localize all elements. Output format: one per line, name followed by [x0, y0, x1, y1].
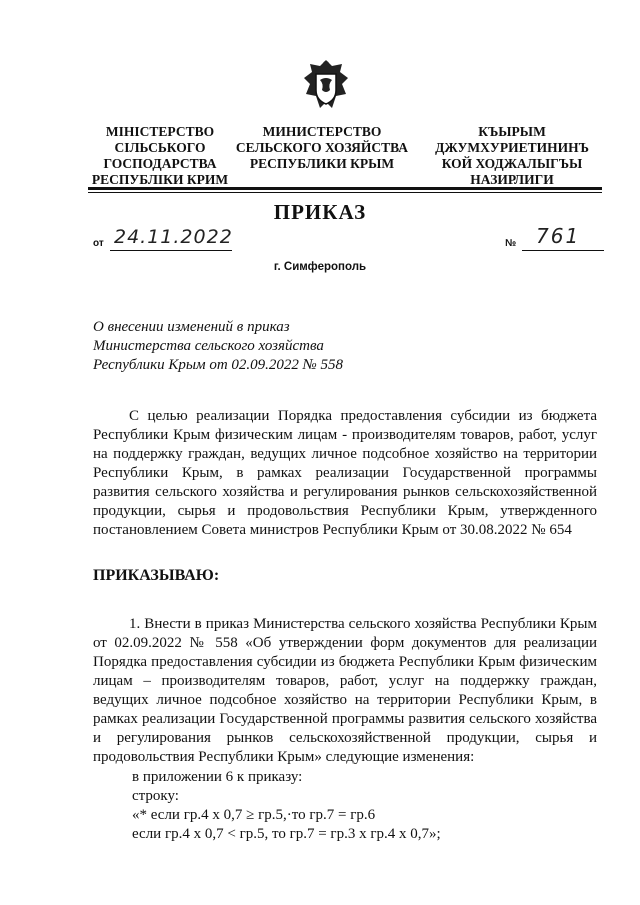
order-subject: О внесении изменений в приказ Министерства сельского хозяйства Республики Крым от 02.09.2022 № 558 — [93, 319, 344, 373]
ministry-name-ukrainian: МІНІСТЕРСТВО СІЛЬСЬКОГО ГОСПОДАРСТВА РЕСПУБЛІКИ КРИМ — [91, 124, 229, 187]
order-item-1: 1. Внести в приказ Министерства сельского хозяйства Республики Крым от 02.09.2022 № 558 «Об утверждении форм документов для реализации Порядка предоставления субсидии из бюджета Республики Крым физическим лицам – производителям товаров, работ, услуг на поддержку граждан, ведущих личное подсобное хозяйство на территории Республики Крым, в рамках реализации Государственной программы развития сельского хозяйства и регулирования рынков сельскохозяйственной продукции, сырья и продовольствия Республики Крым» следующие изменения: — [93, 616, 597, 765]
city-name: г. Симферополь — [273, 261, 367, 273]
formula-line-1: «* если гр.4 х 0,7 ≥ гр.5,·то гр.7 = гр.6 — [132, 807, 376, 823]
appendix-line: в приложении 6 к приказу: — [132, 769, 303, 785]
formula-line-2: если гр.4 х 0,7 < гр.5, то гр.7 = гр.3 х гр.4 х 0,7»; — [132, 826, 441, 842]
header-divider-thick — [88, 187, 602, 190]
number-underline — [522, 250, 604, 251]
handwritten-number: 761 — [536, 224, 581, 248]
order-heading: ПРИКАЗЫВАЮ: — [93, 567, 220, 584]
date-prefix: от — [93, 238, 104, 249]
row-line: строку: — [132, 788, 179, 804]
handwritten-date: 24.11.2022 — [114, 226, 233, 248]
document-title: ПРИКАЗ — [273, 200, 367, 224]
header-divider-thin — [88, 192, 602, 193]
preamble-paragraph: С целью реализации Порядка предоставления субсидии из бюджета Республики Крым физическим лицам - производителям товаров, работ, услуг на поддержку граждан, ведущих личное подсобное хозяйство на территории Республики Крым, в рамках реализации Государственной программы развития сельского хозяйства и регулирования рынков сельскохозяйственной продукции, сырья и продовольствия Республики Крым, утвержденного постановлением Совета министров Республики Крым от 30.08.2022 № 654 — [93, 408, 597, 538]
coat-of-arms-icon — [302, 58, 350, 112]
date-underline — [110, 250, 232, 251]
ministry-name-russian: МИНИСТЕРСТВО СЕЛЬСКОГО ХОЗЯЙСТВА РЕСПУБЛИКИ КРЫМ — [235, 124, 409, 171]
number-prefix: № — [505, 238, 517, 249]
ministry-name-crimean-tatar: КЪЫРЫМ ДЖУМХУРИЕТИНИНЪ КОЙ ХОДЖАЛЫГЪЫ НАЗИРЛИГИ — [435, 124, 589, 187]
